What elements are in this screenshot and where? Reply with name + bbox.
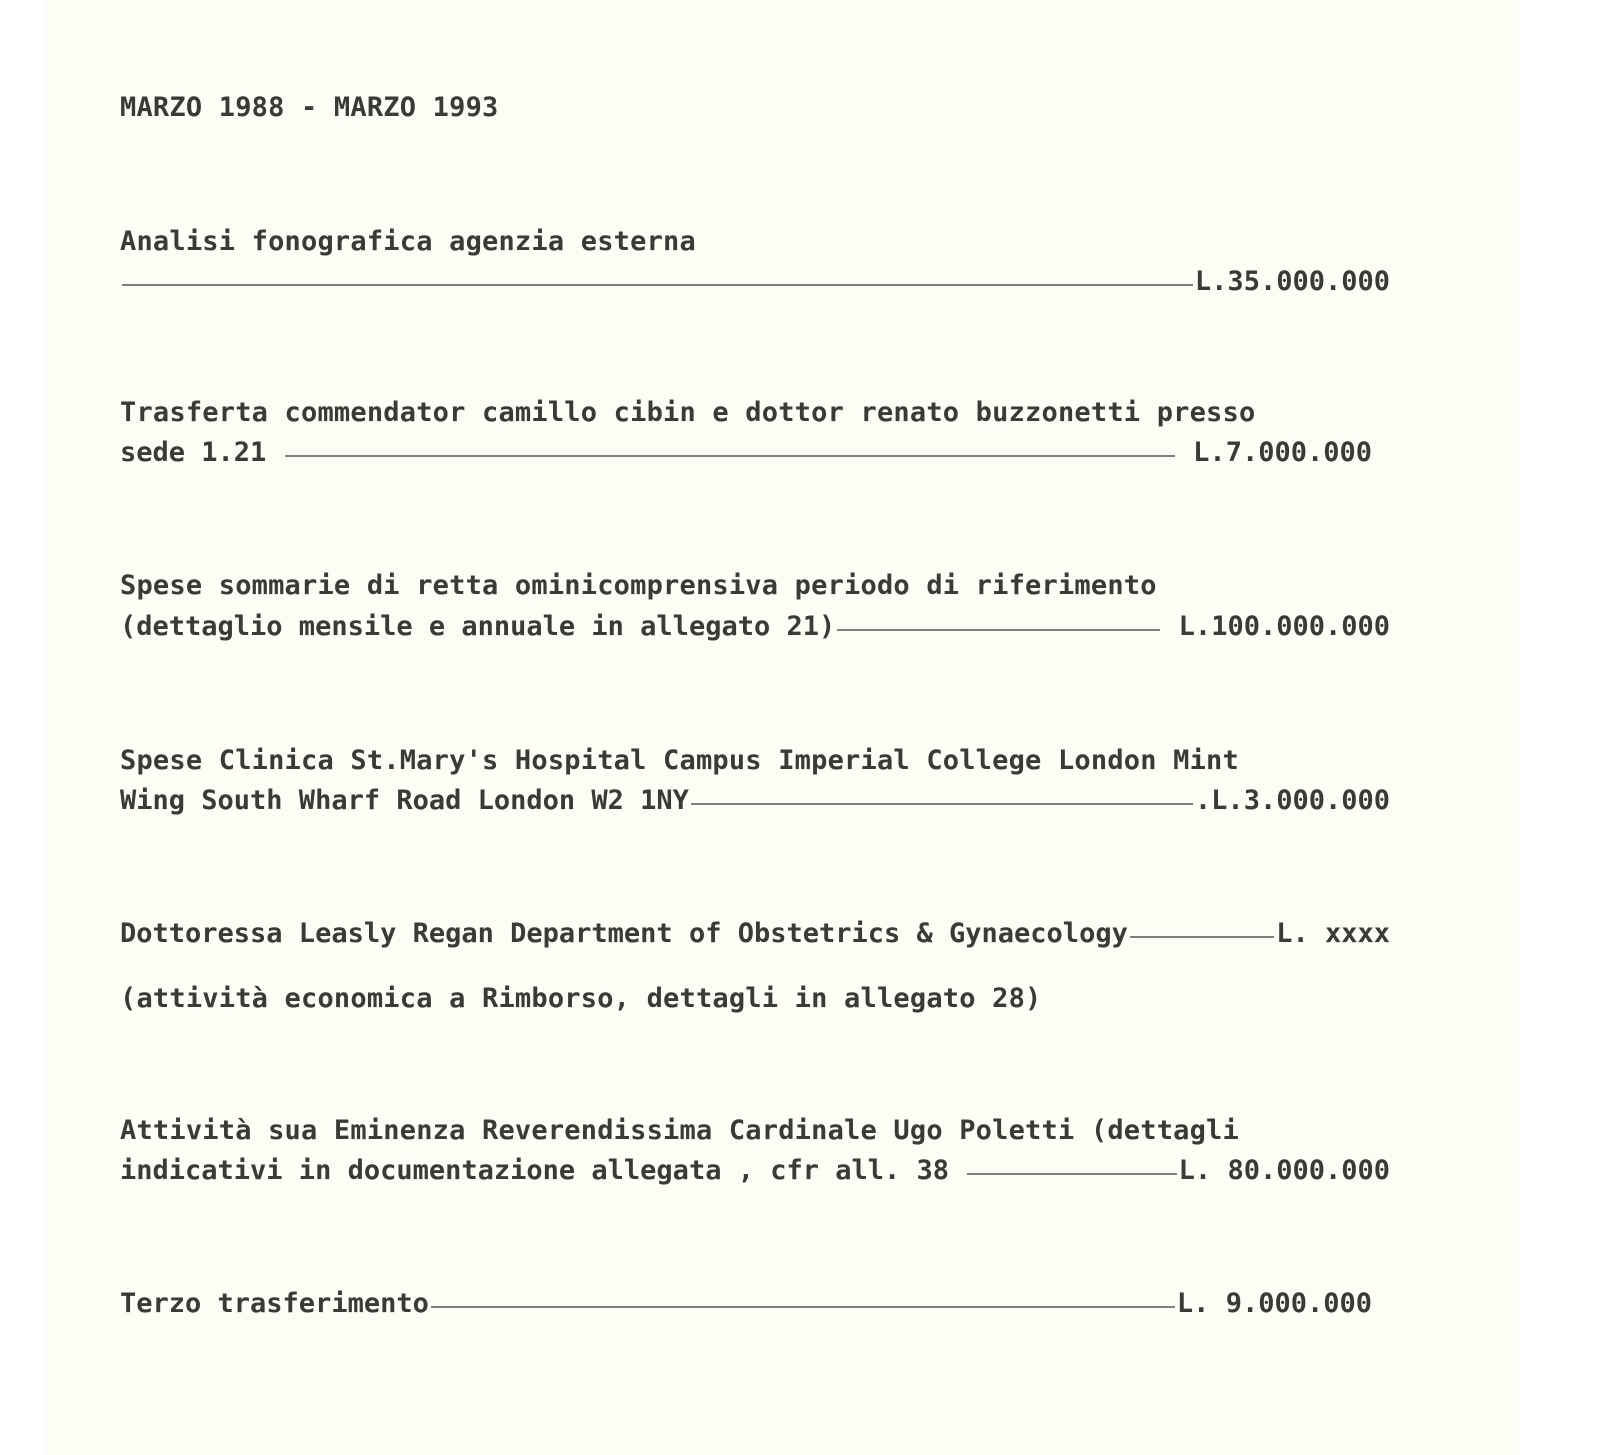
leader-line bbox=[122, 284, 1193, 286]
entry-5-note: (attività economica a Rimborso, dettagli in allegato 28) bbox=[120, 983, 1042, 1014]
leader-line bbox=[691, 803, 1193, 805]
entry-3-prefix: (dettaglio mensile e annuale in allegato 21) bbox=[120, 611, 836, 642]
entry-5-prefix: Dottoressa Leasly Regan Department of Obstetrics & Gynaecology bbox=[120, 918, 1128, 949]
entry-4-description: Spese Clinica St.Mary's Hospital Campus Imperial College London Mint bbox=[120, 745, 1239, 776]
entry-7-prefix: Terzo trasferimento bbox=[120, 1288, 429, 1319]
leader-line bbox=[967, 1173, 1176, 1175]
entry-6-amount-line bbox=[120, 1151, 1390, 1191]
leader-line bbox=[431, 1306, 1175, 1308]
entry-6-amount: L. 80.000.000 bbox=[1178, 1155, 1390, 1186]
entry-5-amount: L. xxxx bbox=[1276, 918, 1390, 949]
entry-4-prefix: Wing South Wharf Road London W2 1NY bbox=[120, 785, 689, 816]
entry-7-amount: L. 9.000.000 bbox=[1176, 1288, 1372, 1319]
entry-6-description: Attività sua Eminenza Reverendissima Cardinale Ugo Poletti (dettagli bbox=[120, 1115, 1239, 1146]
entry-2-prefix: sede 1.21 bbox=[120, 437, 283, 468]
period-heading: MARZO 1988 - MARZO 1993 bbox=[120, 92, 499, 123]
entry-3-amount-line bbox=[120, 607, 1390, 647]
entry-1-description: Analisi fonografica agenzia esterna bbox=[120, 226, 696, 257]
leader-line bbox=[1130, 936, 1274, 938]
leader-line bbox=[837, 629, 1160, 631]
entry-4-amount: .L.3.000.000 bbox=[1194, 785, 1390, 816]
entry-4-amount-line bbox=[120, 781, 1390, 821]
entry-1-amount-line bbox=[120, 262, 1390, 302]
entry-2-description: Trasferta commendator camillo cibin e dottor renato buzzonetti presso bbox=[120, 397, 1256, 428]
document-page bbox=[45, 0, 1520, 1455]
entry-1-amount: L.35.000.000 bbox=[1194, 266, 1390, 297]
entry-5-amount-line bbox=[120, 914, 1390, 954]
entry-7-amount-line bbox=[120, 1284, 1372, 1324]
entry-2-amount-line bbox=[120, 433, 1372, 473]
entry-3-amount: L.100.000.000 bbox=[1162, 611, 1390, 642]
leader-line bbox=[285, 455, 1175, 457]
entry-3-description: Spese sommarie di retta ominicomprensiva periodo di riferimento bbox=[120, 570, 1157, 601]
entry-2-amount: L.7.000.000 bbox=[1176, 437, 1372, 468]
entry-6-prefix: indicativi in documentazione allegata , cfr all. 38 bbox=[120, 1155, 966, 1186]
